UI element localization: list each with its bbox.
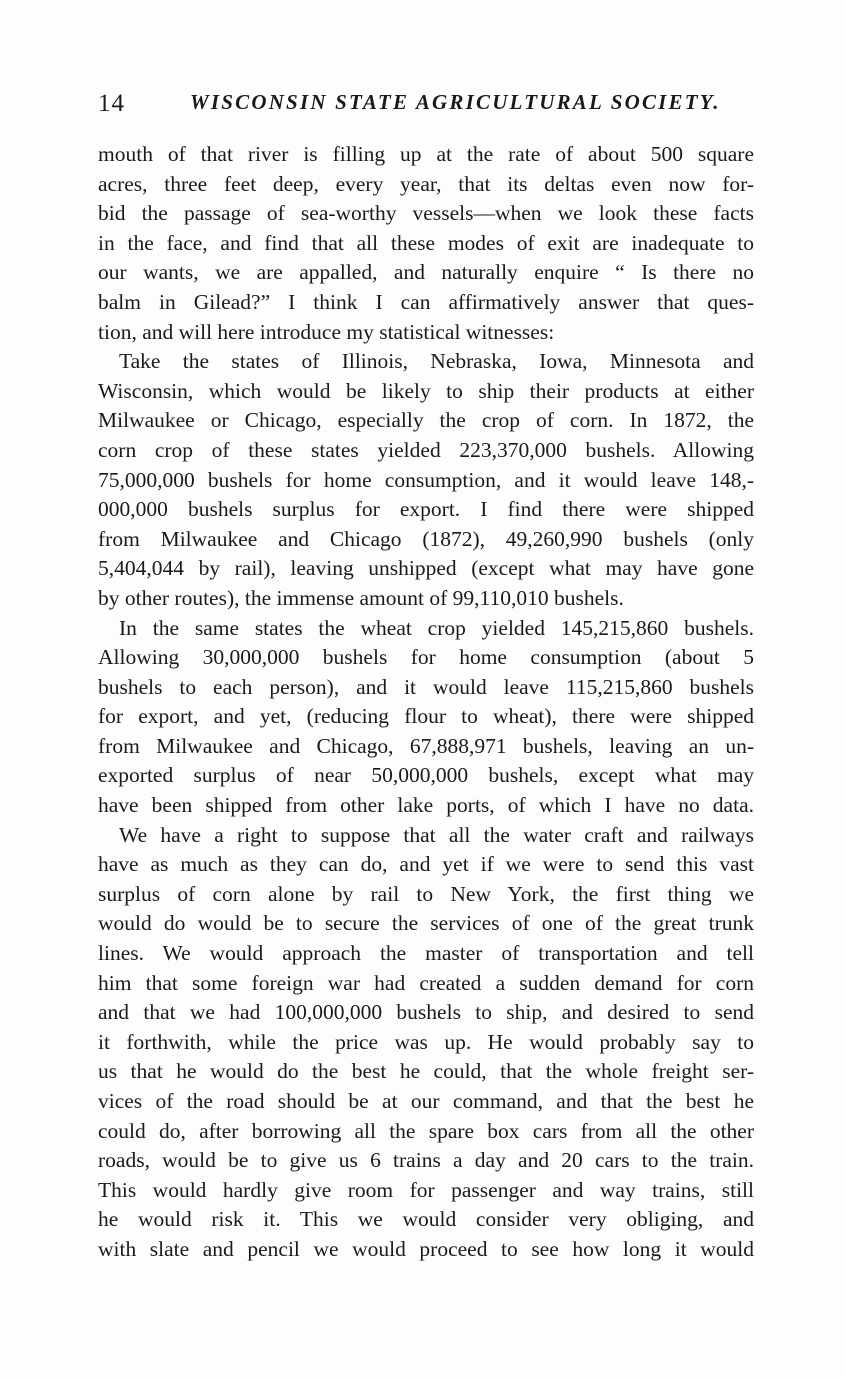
text-line: 000,000 bushels surplus for export. I find there were shipped (98, 497, 754, 522)
body-text (98, 140, 754, 1265)
text-line: acres, three feet deep, every year, that its deltas even now for- (98, 171, 754, 196)
text-line: have as much as they can do, and yet if we were to send this vast (98, 852, 754, 877)
text-line: exported surplus of near 50,000,000 bushels, except what may (98, 763, 754, 788)
page-header (98, 86, 758, 122)
text-line: roads, would be to give us 6 trains a day and 20 cars to the train. (98, 1148, 754, 1173)
text-line: lines. We would approach the master of transportation and tell (98, 941, 754, 966)
text-line: for export, and yet, (reducing flour to wheat), there were shipped (98, 704, 754, 729)
text-line: would do would be to secure the services of one of the great trunk (98, 911, 754, 936)
text-line: 5,404,044 by rail), leaving unshipped (except what may have gone (98, 556, 754, 581)
text-line: corn crop of these states yielded 223,370,000 bushels. Allowing (98, 437, 754, 462)
text-line: he would risk it. This we would consider very obliging, and (98, 1207, 754, 1232)
text-line: have been shipped from other lake ports, of which I have no data. (98, 793, 754, 818)
text-line: bushels to each person), and it would leave 115,215,860 bushels (98, 674, 754, 699)
text-line: Wisconsin, which would be likely to ship their products at either (98, 378, 754, 403)
text-line: Allowing 30,000,000 bushels for home consumption (about 5 (98, 645, 754, 670)
text-line: our wants, we are appalled, and naturally enquire “ Is there no (98, 260, 754, 285)
text-line: vices of the road should be at our command, and that the best he (98, 1089, 754, 1113)
text-line: We have a right to suppose that all the water craft and railways (119, 822, 754, 847)
text-line: in the face, and find that all these modes of exit are inadequate to (98, 230, 754, 255)
text-line: tion, and will here introduce my statistical witnesses: (98, 319, 555, 344)
page-number: 14 (98, 90, 125, 117)
text-line: and that we had 100,000,000 bushels to ship, and desired to send (98, 1000, 754, 1025)
text-line: could do, after borrowing all the spare box cars from all the other (98, 1118, 754, 1143)
text-line: Milwaukee or Chicago, especially the crop of corn. In 1872, the (98, 408, 754, 433)
text-line: surplus of corn alone by rail to New York, the first thing we (98, 881, 754, 906)
text-line: us that he would do the best he could, that the whole freight ser- (98, 1059, 754, 1084)
text-line: balm in Gilead?” I think I can affirmatively answer that ques- (98, 289, 754, 314)
text-line: him that some foreign war had created a sudden demand for corn (98, 970, 754, 995)
text-line: This would hardly give room for passenger and way trains, still (98, 1177, 754, 1202)
text-line: by other routes), the immense amount of 99,110,010 bushels. (98, 585, 624, 610)
text-line: from Milwaukee and Chicago, 67,888,971 bushels, leaving an un- (98, 733, 754, 758)
running-title: WISCONSIN STATE AGRICULTURAL SOCIETY. (190, 90, 721, 114)
text-line: from Milwaukee and Chicago (1872), 49,260,990 bushels (only (98, 526, 754, 551)
text-line: Take the states of Illinois, Nebraska, Iowa, Minnesota and (119, 349, 754, 374)
text-line: it forthwith, while the price was up. He would probably say to (98, 1029, 754, 1054)
text-line: 75,000,000 bushels for home consumption, and it would leave 148,- (98, 467, 754, 492)
text-line: with slate and pencil we would proceed to see how long it would (98, 1236, 754, 1261)
text-line: bid the passage of sea-worthy vessels—when we look these facts (98, 201, 754, 226)
text-line: mouth of that river is filling up at the rate of about 500 square (98, 142, 754, 166)
text-line: In the same states the wheat crop yielded 145,215,860 bushels. (119, 615, 754, 640)
